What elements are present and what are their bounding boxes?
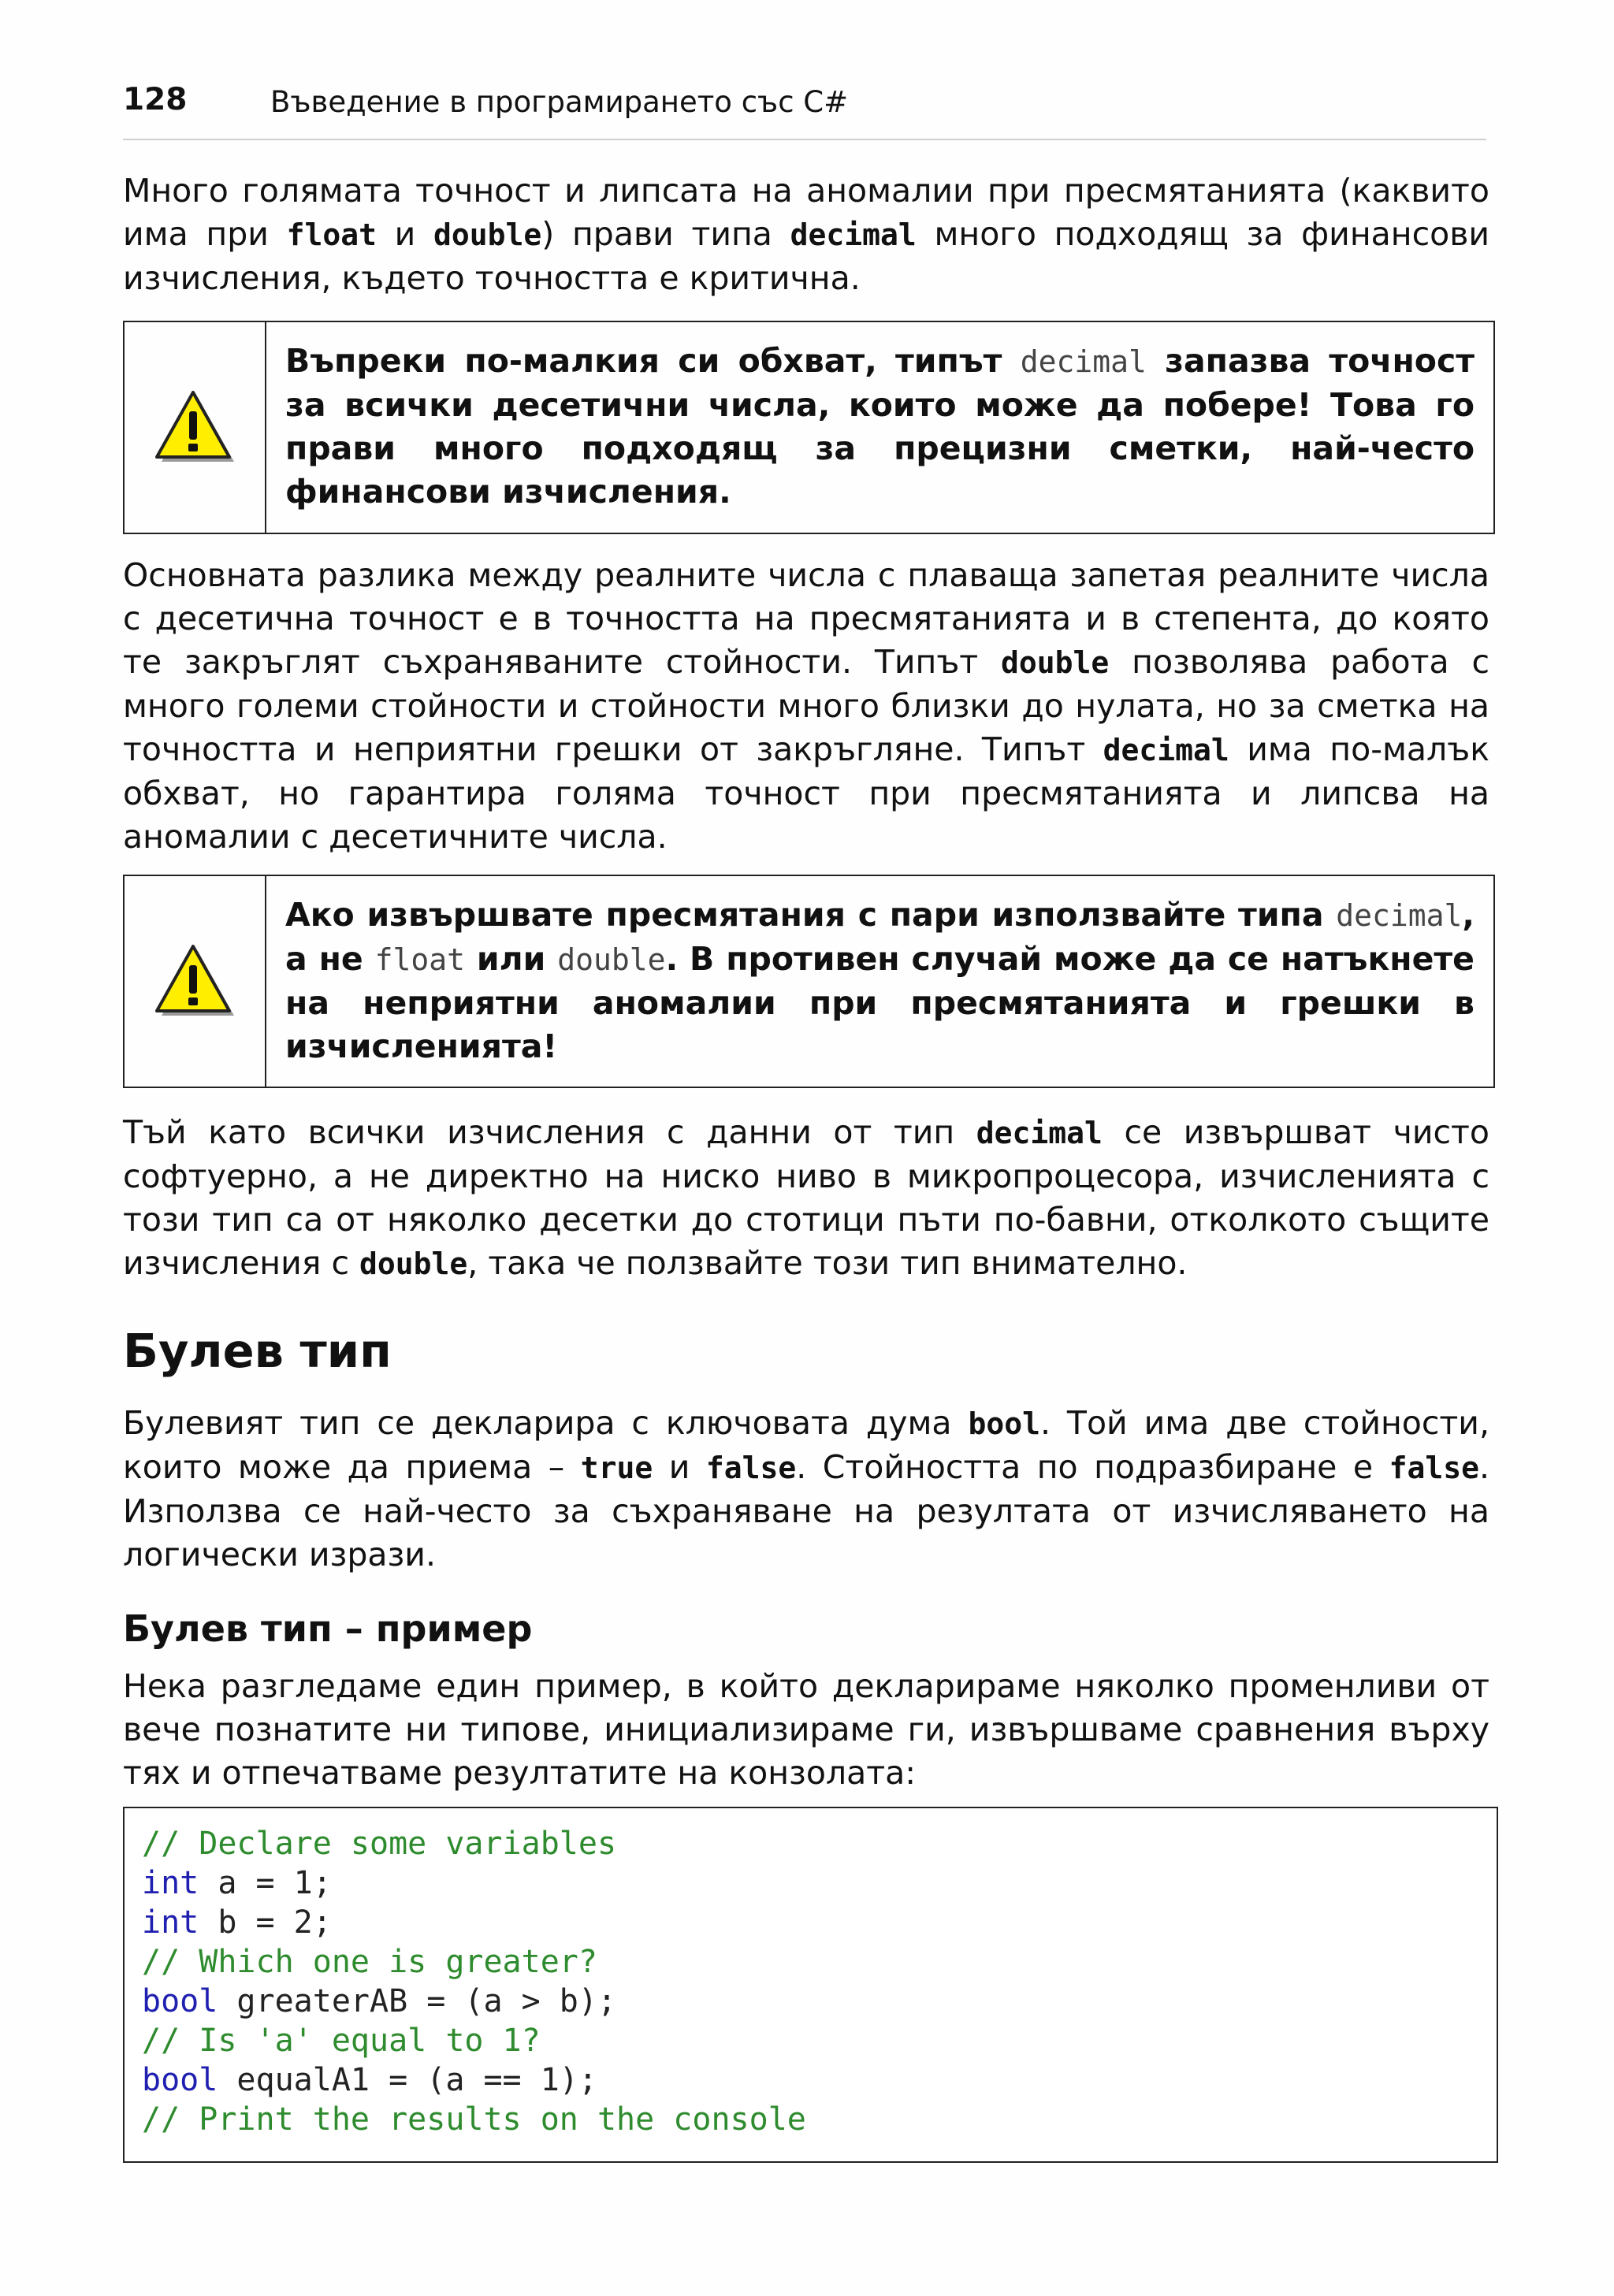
warning-note-box <box>123 321 1495 534</box>
code-line: bool equalA1 = (a == 1); <box>142 2062 597 2098</box>
warning-icon <box>151 388 239 468</box>
note-icon-cell <box>125 876 266 1087</box>
note-text: Ако извършвате пресмятания с пари използвайте типа decimal, а не float или double. В противен случай може да се натъкнете на неприятни аномалии при пресмятанията и грешки в изчисленията! <box>285 896 1475 1065</box>
code-line: // Is 'a' equal to 1? <box>142 2023 541 2059</box>
inline-code: double <box>359 1246 468 1281</box>
subsection-heading: Булев тип – пример <box>123 1607 533 1650</box>
code-line: // Which one is greater? <box>142 1944 597 1980</box>
code-line: int b = 2; <box>142 1904 332 1941</box>
inline-code: float <box>286 217 377 252</box>
page-header <box>123 82 1486 140</box>
page-number: 128 <box>123 82 188 117</box>
inline-code: double <box>1001 645 1110 680</box>
code-listing <box>123 1807 1498 2163</box>
warning-note-box <box>123 875 1495 1088</box>
inline-code: false <box>1389 1451 1479 1485</box>
running-title: Въведение в програмирането със C# <box>270 85 849 119</box>
inline-code: true <box>580 1451 653 1485</box>
code-line: // Print the results on the console <box>142 2101 806 2138</box>
paragraph-float-vs-decimal: Основната разлика между реалните числа с плаваща запетая реалните числа с десетична точност е в точността на пресмятанията и в степента, до която те закръглят съхраняваните стойности. Типът double позволява работа с много големи стойности и стойности много близки до нулата, но за сметка на точността и неприятни грешки от закръгляне. Типът decimal има по-малък обхват, но гарантира голяма точност при пресмятанията и липсва на аномалии с десетичните числа. <box>123 556 1489 856</box>
inline-code: decimal <box>790 217 917 252</box>
warning-icon <box>151 942 239 1022</box>
inline-code: double <box>557 942 666 977</box>
inline-code: decimal <box>976 1116 1103 1150</box>
note-text: Въпреки по-малкия си обхват, типът decimal запазва точност за всички десетични числа, които може да побере! Това го прави много подходящ за прецизни сметки, най-често финансови изчисления. <box>285 342 1475 511</box>
code-line: // Declare some variables <box>142 1826 617 1862</box>
note-icon-cell <box>125 322 266 533</box>
paragraph-bool-intro: Булевият тип се декларира с ключовата дума bool. Той има две стойности, които може да приема – true и false. Стойността по подразбиране е false. Използва се най-често за съхраняване на резултата от изчисляването на логически изрази. <box>123 1404 1490 1573</box>
paragraph-decimal-performance: Тъй като всички изчисления с данни от тип decimal се извършват чисто софтуерно, а не директно на ниско ниво в микропроцесора, изчисленията с този тип са от няколко десетки до стотици пъти по-бавни, отколкото същите изчисления с double, така че ползвайте този тип внимателно. <box>123 1113 1489 1282</box>
section-heading: Булев тип <box>123 1324 392 1378</box>
inline-code: decimal <box>1336 898 1463 933</box>
code-line: int a = 1; <box>142 1865 332 1901</box>
paragraph-example-intro: Нека разгледаме един пример, в който декларираме няколко променливи от вече познатите ни типове, инициализираме ги, извършваме сравнения върху тях и отпечатваме резултатите на конзолата: <box>123 1667 1489 1792</box>
inline-code: float <box>374 942 465 977</box>
inline-code: double <box>433 217 542 252</box>
inline-code: decimal <box>1020 344 1147 379</box>
code-line: bool greaterAB = (a > b); <box>142 1983 617 2019</box>
inline-code: bool <box>968 1406 1040 1441</box>
inline-code: decimal <box>1103 733 1229 767</box>
inline-code: false <box>705 1451 797 1485</box>
paragraph-decimal-precision: Много голямата точност и липсата на аномалии при пресмятанията (каквито има при float и double) прави типа decimal много подходящ за финансови изчисления, където точността е критична. <box>123 172 1490 297</box>
